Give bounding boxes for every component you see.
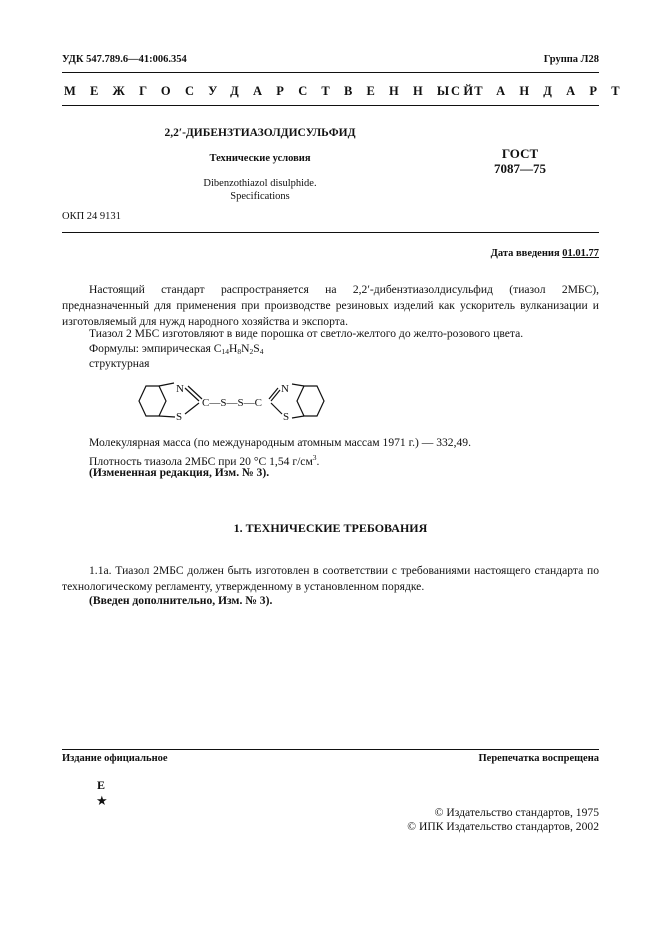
okp-code: ОКП 24 9131 (62, 211, 121, 222)
star-icon: ★ (96, 793, 108, 808)
density-text: Плотность тиазола 2МБС при 20 °С 1,54 г/см (89, 454, 313, 468)
english-title-line2: Specifications (230, 191, 290, 202)
left-benzothiazole-ring (139, 383, 202, 417)
struct-n-right: N (281, 383, 289, 395)
appearance-paragraph: Тиазол 2 МБС изготовляют в виде порошка от светло-желтого до желто-розового цвета. (89, 327, 524, 340)
struct-s-left: S (176, 411, 183, 423)
intro-date (491, 248, 599, 259)
copyright-1975: © Издательство стандартов, 1975 (434, 806, 599, 819)
formula-s-count: 4 (259, 347, 264, 356)
mark-e: Е (97, 778, 106, 792)
header-top-rule (62, 72, 599, 73)
official-edition: Издание официальное (62, 753, 168, 764)
standard-subtitle: Технические условия (209, 153, 311, 164)
copyright-2002: © ИПК Издательство стандартов, 2002 (407, 820, 599, 833)
formula-h-count: 8 (237, 347, 242, 356)
formula-c-count: 14 (221, 347, 229, 356)
intro-paragraph: Настоящий стандарт распространяется на 2,2′-дибензтиазолдисульфид (тиазол 2МБС), предназначенный для применения при производстве резиновых изделий как ускоритель вулканизации и изготовляемый для нужд народного хозяйства и экспорта. (62, 283, 599, 328)
struct-s-right: S (283, 411, 290, 423)
formula-c: C (213, 342, 222, 355)
section-paragraph: 1.1а. Тиазол 2МБС должен быть изготовлен в соответствии с требованиями настоящего стандарта по технологическому регламенту, утвержденному в установленном порядке. (62, 564, 599, 593)
header-bottom-rule (62, 105, 599, 106)
english-title-line1: Dibenzothiazol disulphide. (203, 178, 317, 189)
structural-label: структурная (89, 357, 150, 370)
right-benzothiazole-ring (269, 384, 324, 418)
formula-s: S (253, 342, 260, 355)
molecular-mass: Молекулярная масса (по международным атомным массам 1971 г.) — 332,49. (89, 436, 471, 449)
section-added-note: (Введен дополнительно, Изм. № 3). (89, 594, 273, 607)
footer-rule (62, 749, 599, 750)
standard-title: 2,2′-ДИБЕНЗТИАЗОЛДИСУЛЬФИД (164, 127, 356, 139)
okp-rule (62, 232, 599, 233)
group-code: Группа Л28 (543, 54, 599, 65)
formula-n: N (241, 342, 250, 355)
density-sup: 3 (312, 453, 317, 462)
intro-date-value: 01.01.77 (562, 248, 599, 259)
udk-code: УДК 547.789.6—41:006.354 (62, 54, 187, 65)
intro-date-label: Дата введения (490, 248, 560, 259)
formula-n-count: 2 (249, 347, 254, 356)
gost-label: ГОСТ (501, 146, 539, 161)
section-heading: 1. ТЕХНИЧЕСКИЕ ТРЕБОВАНИЯ (233, 521, 428, 535)
banner-right: СТАНДАРТ (451, 84, 634, 98)
struct-n-left: N (176, 383, 184, 395)
structural-formula (130, 374, 340, 432)
reprint-prohibited: Перепечатка воспрещена (478, 753, 599, 764)
banner-left: МЕЖГОСУДАРСТВЕННЫЙ (64, 84, 488, 98)
gost-number: 7087—75 (494, 161, 546, 176)
amendment-note: (Измененная редакция, Изм. № 3). (89, 466, 270, 479)
struct-chain: C—S—S—C (202, 397, 262, 409)
density-end: . (316, 454, 320, 468)
formula-prefix: Формулы: эмпирическая (89, 342, 214, 355)
formula-h: H (229, 342, 238, 355)
